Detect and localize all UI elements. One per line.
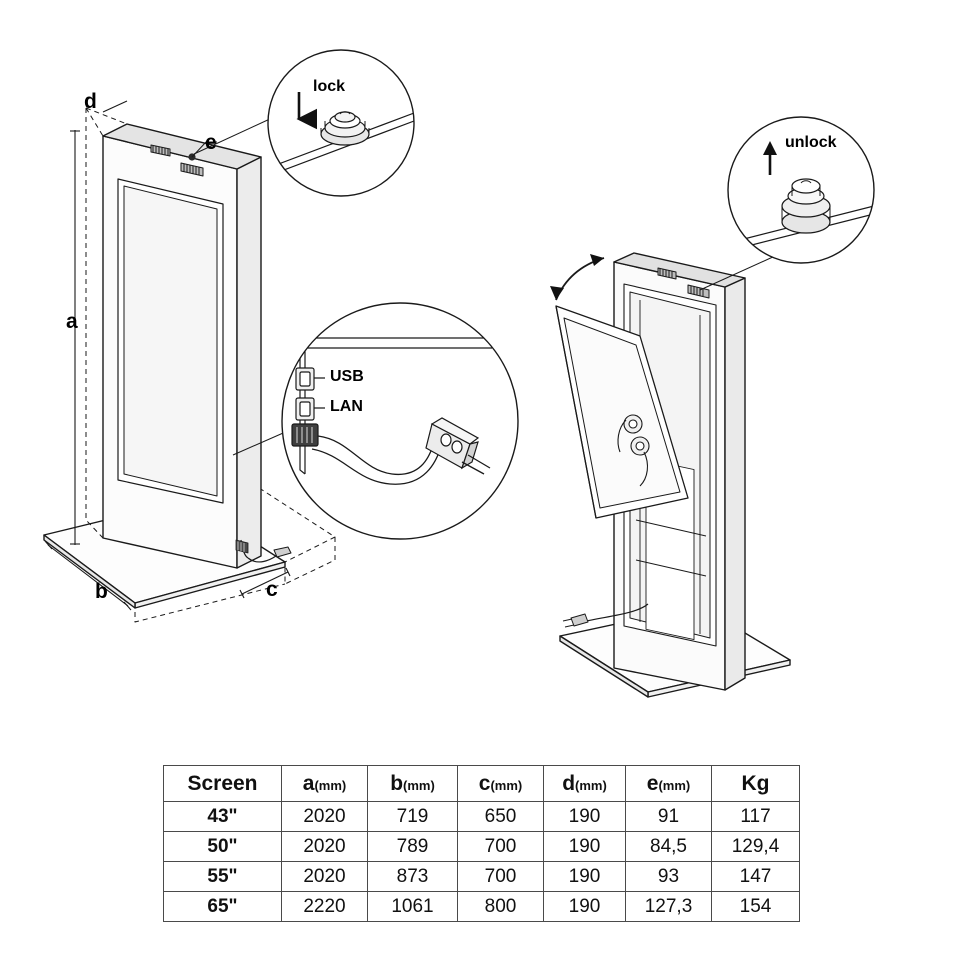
cell-a: 2020 xyxy=(282,832,368,862)
dimension-label-d: d xyxy=(84,90,97,113)
cell-b: 719 xyxy=(368,802,458,832)
table-header-c xyxy=(458,766,544,802)
cell-kg: 117 xyxy=(712,802,800,832)
table-header-kg-label: Kg xyxy=(741,771,770,795)
specification-table xyxy=(163,765,800,922)
table-header-d xyxy=(544,766,626,802)
table-header-e xyxy=(626,766,712,802)
cell-a: 2020 xyxy=(282,862,368,892)
table-header-b-unit: (mm) xyxy=(403,777,435,793)
table-row xyxy=(164,832,800,862)
table-header-d-unit: (mm) xyxy=(575,777,607,793)
lan-label: LAN xyxy=(330,398,363,415)
cell-e: 84,5 xyxy=(626,832,712,862)
cell-c: 650 xyxy=(458,802,544,832)
cell-c: 700 xyxy=(458,832,544,862)
cell-kg: 147 xyxy=(712,862,800,892)
dimension-label-b: b xyxy=(95,580,108,603)
totem-front-view xyxy=(44,101,335,622)
table-row xyxy=(164,802,800,832)
lock-label: lock xyxy=(313,78,346,95)
cell-d: 190 xyxy=(544,802,626,832)
cell-kg: 129,4 xyxy=(712,832,800,862)
cell-d: 190 xyxy=(544,892,626,922)
dimension-label-c: c xyxy=(266,578,278,601)
table-header-d-label: d xyxy=(562,771,576,795)
unlock-label: unlock xyxy=(785,134,837,151)
cell-e: 127,3 xyxy=(626,892,712,922)
cell-c: 700 xyxy=(458,862,544,892)
cell-e: 91 xyxy=(626,802,712,832)
table-header-e-label: e xyxy=(646,771,659,795)
cell-b: 1061 xyxy=(368,892,458,922)
ports-detail-callout xyxy=(282,303,518,539)
lock-detail-callout xyxy=(268,50,414,196)
totem-open-door-view xyxy=(550,253,790,697)
table-header-row xyxy=(164,766,800,802)
dimension-label-a: a xyxy=(66,310,78,333)
cell-a: 2020 xyxy=(282,802,368,832)
cell-d: 190 xyxy=(544,832,626,862)
cell-c: 800 xyxy=(458,892,544,922)
table-header-a xyxy=(282,766,368,802)
table-header-e-unit: (mm) xyxy=(658,777,691,793)
table-header-screen xyxy=(164,766,282,802)
table-header-b xyxy=(368,766,458,802)
cell-b: 789 xyxy=(368,832,458,862)
table-header-screen-label: Screen xyxy=(187,771,258,795)
table-row xyxy=(164,862,800,892)
usb-label: USB xyxy=(330,368,364,385)
cell-d: 190 xyxy=(544,862,626,892)
cell-screen: 65" xyxy=(164,892,282,922)
table-header-a-unit: (mm) xyxy=(314,777,347,793)
cell-screen: 55" xyxy=(164,862,282,892)
table-header-kg xyxy=(712,766,800,802)
cell-a: 2220 xyxy=(282,892,368,922)
table-header-c-unit: (mm) xyxy=(490,777,523,793)
dimension-label-e: e xyxy=(205,131,217,154)
cell-kg: 154 xyxy=(712,892,800,922)
cell-screen: 50" xyxy=(164,832,282,862)
table-header-b-label: b xyxy=(390,771,404,795)
cell-e: 93 xyxy=(626,862,712,892)
table-header-a-label: a xyxy=(302,771,315,795)
table-row xyxy=(164,892,800,922)
cell-screen: 43" xyxy=(164,802,282,832)
cell-b: 873 xyxy=(368,862,458,892)
table-header-c-label: c xyxy=(478,771,491,795)
